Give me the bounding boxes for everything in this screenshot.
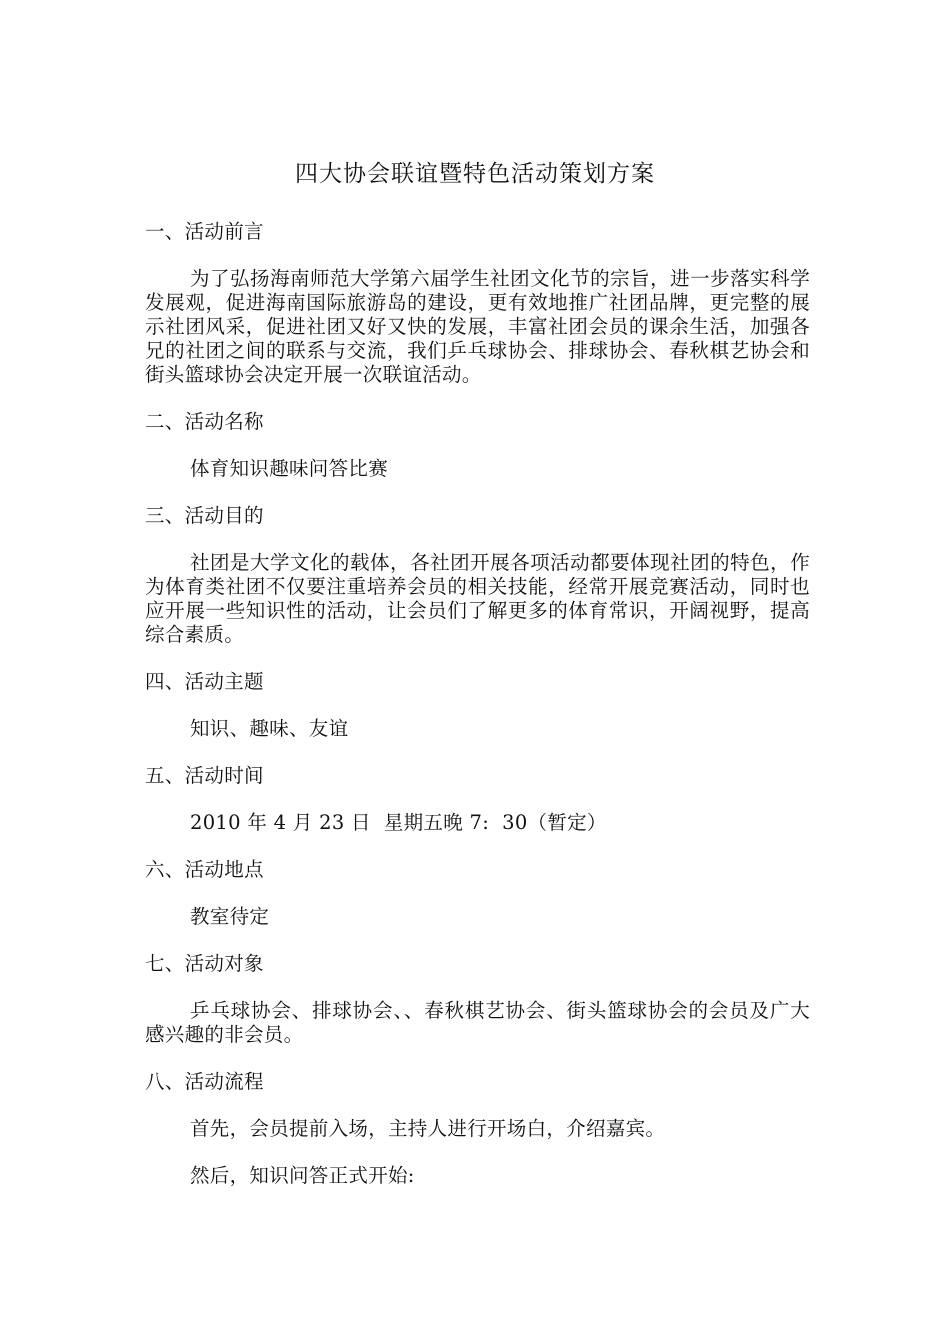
section-heading: 二、活动名称	[145, 410, 264, 433]
section-paragraph: 社团是大学文化的载体，各社团开展各项活动都要体现社团的特色，作为体育类社团不仅要注重培养会员的相关技能，经常开展竞赛活动，同时也应开展一些知识性的活动，让会员们了解更多的体育常识，开阔视野，提高综合素质。	[145, 551, 810, 646]
document-body	[145, 220, 810, 1188]
section-heading: 五、活动时间	[145, 764, 264, 787]
section-heading: 八、活动流程	[145, 1070, 264, 1093]
section-heading: 七、活动对象	[145, 952, 264, 975]
section-paragraph: 体育知识趣味问答比赛	[190, 457, 389, 480]
section-heading: 四、活动主题	[145, 670, 264, 693]
section-paragraph: 为了弘扬海南师范大学第六届学生社团文化节的宗旨，进一步落实科学发展观，促进海南国际旅游岛的建设，更有效地推广社团品牌，更完整的展示社团风采，促进社团又好又快的发展，丰富社团会员的课余生活，加强各兄的社团之间的联系与交流，我们乒乓球协会、排球协会、春秋棋艺协会和街头篮球协会决定开展一次联谊活动。	[145, 267, 810, 386]
section-paragraph: 首先，会员提前入场，主持人进行开场白，介绍嘉宾。	[190, 1117, 666, 1140]
section-heading: 一、活动前言	[145, 220, 264, 243]
document-title: 四大协会联谊暨特色活动策划方案	[295, 161, 655, 187]
section-paragraph: 然后，知识问答正式开始:	[190, 1164, 415, 1187]
section-paragraph: 教室待定	[190, 905, 270, 928]
section-heading: 三、活动目的	[145, 504, 264, 527]
section-paragraph: 知识、趣味、友谊	[190, 717, 349, 740]
section-paragraph: 2010 年 4 月 23 日 星期五晚 7: 30（暂定）	[190, 811, 607, 834]
section-paragraph: 乒乓球协会、排球协会、、春秋棋艺协会、街头篮球协会的会员及广大感兴趣的非会员。	[145, 999, 810, 1046]
section-heading: 六、活动地点	[145, 858, 264, 881]
